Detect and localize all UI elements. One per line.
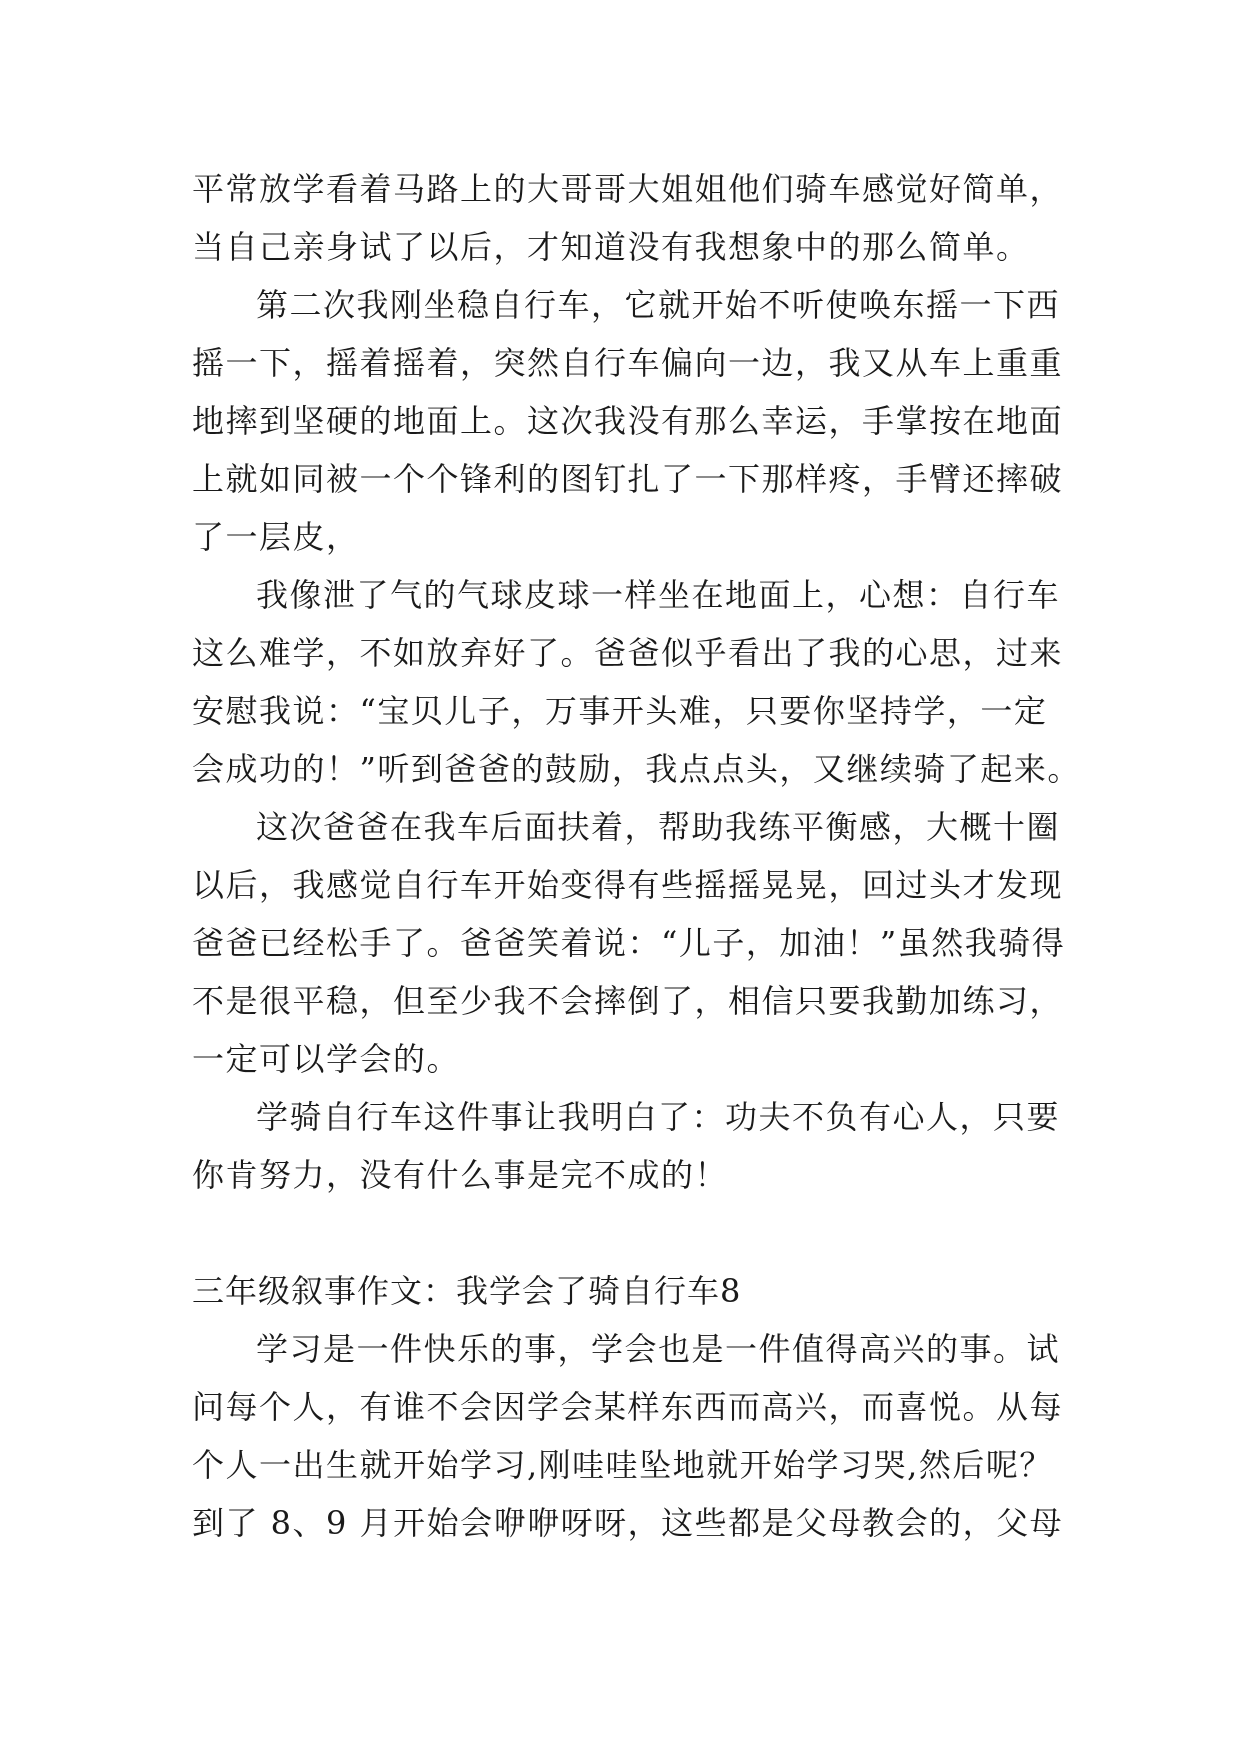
- text-line: 安慰我说：“宝贝儿子，万事开头难，只要你坚持学，一定: [192, 692, 1048, 730]
- paragraph: [192, 276, 1064, 566]
- text-line: 这次爸爸在我车后面扶着，帮助我练平衡感，大概十圈: [256, 808, 1061, 846]
- text-line: 以后，我感觉自行车开始变得有些摇摇晃晃，回过头才发现: [192, 866, 1064, 904]
- text-line: 会成功的！”听到爸爸的鼓励，我点点头，又继续骑了起来。: [192, 750, 1081, 788]
- text-line: 到了 8、9 月开始会咿咿呀呀，这些都是父母教会的，父母: [192, 1504, 1064, 1542]
- text-line: 问每个人，有谁不会因学会某样东西而高兴，而喜悦。从每: [192, 1388, 1064, 1426]
- paragraph-spacer: [192, 1204, 1050, 1262]
- text-line: 平常放学看着马路上的大哥哥大姐姐他们骑车感觉好简单，: [192, 170, 1064, 208]
- text-line: 这么难学，不如放弃好了。爸爸似乎看出了我的心思，过来: [192, 634, 1064, 672]
- paragraph: [192, 798, 1066, 1088]
- text-line: 第二次我刚坐稳自行车，它就开始不听使唤东摇一下西: [256, 286, 1061, 324]
- paragraph: [192, 1088, 1061, 1204]
- section-title: 三年级叙事作文：我学会了骑自行车8: [192, 1272, 742, 1310]
- text-line: 爸爸已经松手了。爸爸笑着说：“儿子，加油！”虽然我骑得: [192, 924, 1066, 962]
- text-line: 当自己亲身试了以后，才知道没有我想象中的那么简单。: [192, 228, 1030, 266]
- paragraph: [192, 160, 1064, 276]
- text-line: 个人一出生就开始学习,刚哇哇坠地就开始学习哭,然后呢？: [192, 1446, 1053, 1484]
- text-line: 了一层皮，: [192, 518, 360, 556]
- text-line: 不是很平稳，但至少我不会摔倒了，相信只要我勤加练习，: [192, 982, 1064, 1020]
- paragraph: [192, 566, 1081, 798]
- document-page: [192, 160, 1081, 1552]
- text-line: 上就如同被一个个锋利的图钉扎了一下那样疼，手臂还摔破: [192, 460, 1064, 498]
- text-line: 摇一下，摇着摇着，突然自行车偏向一边，我又从车上重重: [192, 344, 1064, 382]
- text-line: 一定可以学会的。: [192, 1040, 461, 1078]
- text-line: 学骑自行车这件事让我明白了：功夫不负有心人，只要: [256, 1098, 1061, 1136]
- text-line: 地摔到坚硬的地面上。这次我没有那么幸运，手掌按在地面: [192, 402, 1064, 440]
- text-line: 你肯努力，没有什么事是完不成的！: [192, 1156, 729, 1194]
- paragraph: [192, 1320, 1064, 1552]
- text-line: 我像泄了气的气球皮球一样坐在地面上，心想：自行车: [256, 576, 1061, 614]
- text-line: 学习是一件快乐的事，学会也是一件值得高兴的事。试: [256, 1330, 1061, 1368]
